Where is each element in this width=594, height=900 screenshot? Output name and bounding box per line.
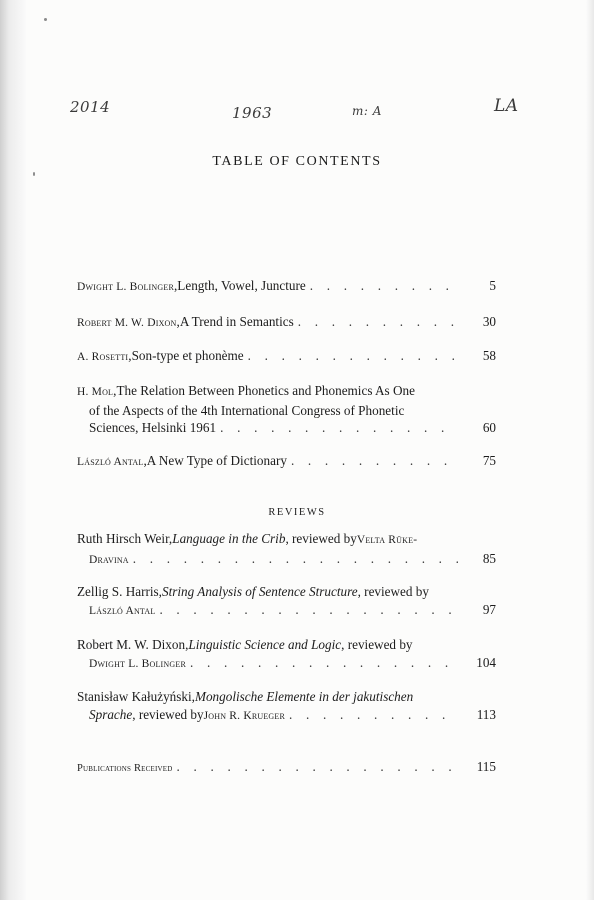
reviewer-name: Dwight L. Bolinger xyxy=(89,657,186,670)
toc-page-number: 5 xyxy=(489,278,496,293)
dot-leader xyxy=(159,601,458,619)
toc-page-number: 104 xyxy=(476,654,496,670)
toc-page-number: 115 xyxy=(476,759,496,774)
toc-author: Robert M. W. Dixon xyxy=(77,317,177,329)
toc-entry[interactable] xyxy=(77,758,496,778)
dot-leader xyxy=(133,550,458,568)
dot-leader xyxy=(310,277,458,295)
reviewer-name: László Antal xyxy=(89,604,156,617)
handwritten-note-year: 1963 xyxy=(232,104,273,122)
dot-leader xyxy=(291,452,458,470)
toc-title-line: Sciences, Helsinki 1961 xyxy=(89,420,217,435)
review-work-title: Language in the Crib xyxy=(172,531,286,546)
toc-entry[interactable]: H. Mol , The Relation Between Phonetics and Phonemics As One of the Aspects of the 4th International Congress of Phonetic Sciences, Helsinki 1961 . . . 60 xyxy=(77,382,496,437)
toc-entry[interactable]: Ruth Hirsch Weir, Language in the Crib , reviewed by Velta Rūke- Dravina . . . 85 xyxy=(77,530,496,569)
section-heading-reviews: REVIEWS xyxy=(268,507,326,518)
toc-page-number: 60 xyxy=(482,420,496,435)
toc-title: Length, Vowel, Juncture xyxy=(177,278,306,293)
page-edge xyxy=(586,0,594,900)
toc-title: A Trend in Semantics xyxy=(179,314,294,329)
handwritten-note-mid: m: A xyxy=(352,104,382,118)
toc-page-number: 58 xyxy=(482,348,496,363)
page-title: TABLE OF CONTENTS xyxy=(212,154,382,169)
toc-entry[interactable]: Stanisław Kałużyński, Mongolische Elemente in der jakutischen Sprache , reviewed by John R. Krueger . . . 113 xyxy=(77,688,496,725)
toc-entry[interactable]: A. Rosetti , Son-type et phonème . . . 58 xyxy=(77,347,496,367)
toc-title: Son-type et phonème xyxy=(131,348,244,363)
toc-title-line: of the Aspects of the 4th International Congress of Phonetic xyxy=(89,402,405,418)
dot-leader xyxy=(298,313,458,331)
toc-author: László Antal xyxy=(77,456,144,468)
toc-entry[interactable]: László Antal , A New Type of Dictionary . . . 75 xyxy=(77,452,496,472)
toc-author: Dwight L. Bolinger xyxy=(77,281,174,293)
dot-leader xyxy=(177,758,459,776)
reviewer-name: Dravina xyxy=(89,553,129,566)
toc-page-number: 97 xyxy=(482,601,496,617)
dot-leader xyxy=(248,347,458,365)
toc-author: H. Mol xyxy=(77,386,114,398)
review-work-title: Mongolische Elemente in der jakutischen xyxy=(194,689,414,704)
handwritten-note-left: 2014 xyxy=(70,98,111,116)
reviewer-name: Velta Rūke- xyxy=(356,534,418,546)
review-work-title: String Analysis of Sentence Structure xyxy=(161,584,358,599)
toc-entry[interactable]: Zellig S. Harris, String Analysis of Sentence Structure , reviewed by László Antal . . . 97 xyxy=(77,583,496,620)
speck xyxy=(33,172,35,176)
review-work-title: Linguistic Science and Logic xyxy=(188,637,342,652)
toc-title: A New Type of Dictionary xyxy=(146,453,287,468)
publications-received-label: Publications Received xyxy=(77,763,173,774)
toc-title-line: The Relation Between Phonetics and Phonemics As One xyxy=(116,383,415,398)
binding-shadow xyxy=(0,0,26,900)
toc-author: A. Rosetti xyxy=(77,351,129,363)
handwritten-note-right: LA xyxy=(494,96,519,116)
toc-page-number: 85 xyxy=(482,550,496,566)
dot-leader xyxy=(220,419,458,437)
toc-entry[interactable]: Dwight L. Bolinger , Length, Vowel, Juncture . . . 5 xyxy=(77,277,496,297)
toc-page-number: 113 xyxy=(476,706,496,722)
reviewer-name: John R. Krueger xyxy=(203,709,286,722)
dot-leader xyxy=(289,706,458,724)
dot-leader xyxy=(190,654,458,672)
toc-page-number: 75 xyxy=(482,453,496,468)
toc-entry[interactable]: Robert M. W. Dixon , A Trend in Semantics . . . 30 xyxy=(77,313,496,333)
review-work-title: Sprache xyxy=(89,706,133,722)
toc-page-number: 30 xyxy=(482,314,496,329)
toc-entry[interactable]: Robert M. W. Dixon, Linguistic Science and Logic , reviewed by Dwight L. Bolinger . . . 104 xyxy=(77,636,496,673)
speck xyxy=(44,18,47,21)
